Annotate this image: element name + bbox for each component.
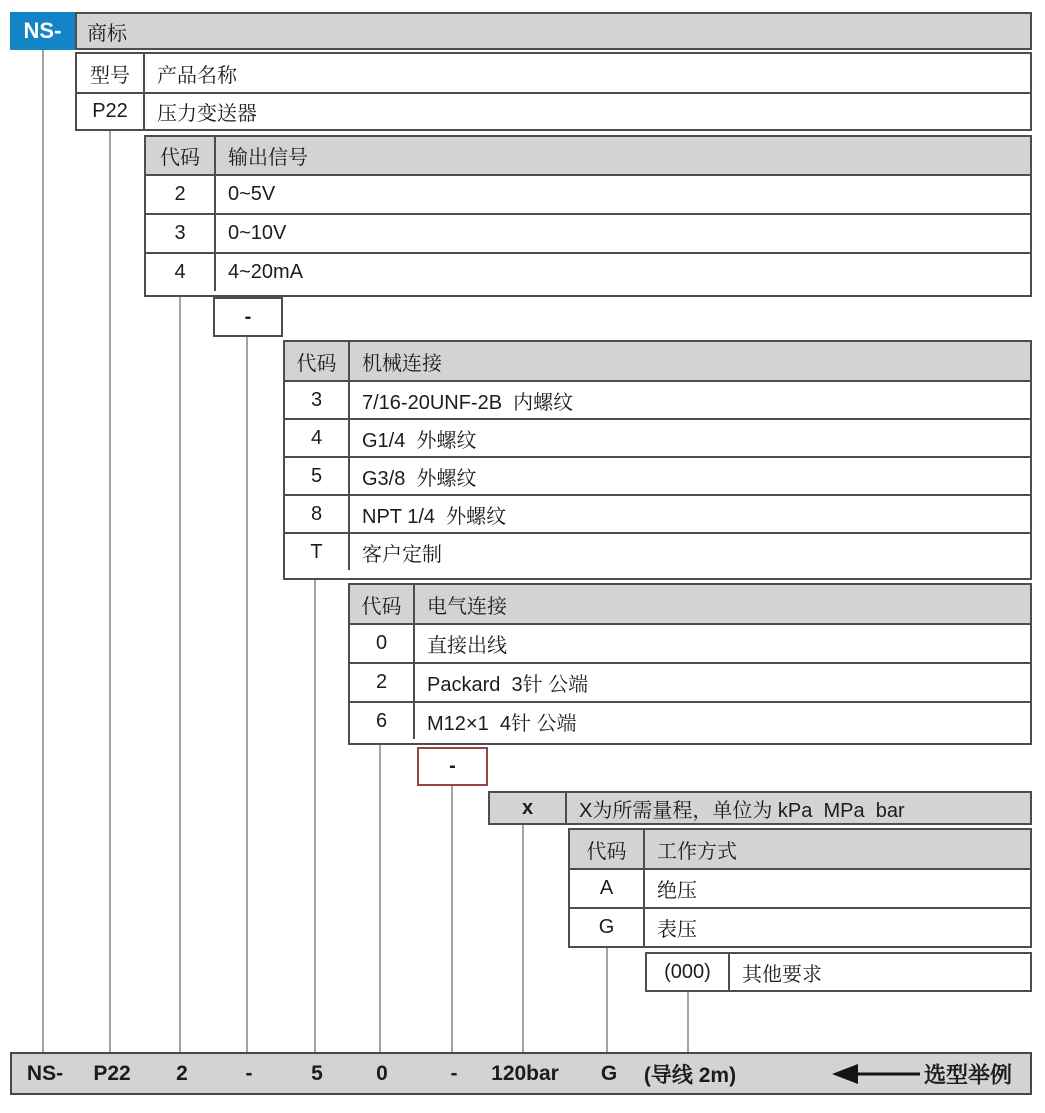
other-label: 其他要求: [742, 963, 822, 986]
range-description: X为所需量程，单位为 kPa MPa bar: [579, 799, 905, 822]
example-caption: 选型举例: [924, 1062, 1013, 1087]
example-item-range: 120bar: [491, 1061, 559, 1085]
option-label: 4~20mA: [228, 261, 304, 283]
code-header: 代码: [146, 137, 216, 174]
example-item-electrical: 0: [376, 1061, 388, 1085]
separator-dash: -: [449, 755, 456, 777]
code-value: A: [570, 870, 645, 907]
trademark-label: 商标: [87, 22, 127, 45]
option-label: M12×1 4针 公端: [427, 712, 577, 735]
product-name-col-header: 产品名称: [157, 64, 237, 87]
connector-line-dash1: [246, 337, 248, 1052]
other-code: (000): [647, 954, 730, 990]
example-item-brand: NS-: [26, 1061, 64, 1085]
code-value: T: [285, 534, 350, 570]
example-item-output: 2: [176, 1061, 188, 1085]
code-header: 代码: [350, 585, 415, 623]
connector-line-output: [179, 297, 181, 1052]
code-value: 8: [285, 496, 350, 532]
product-name: 压力变送器: [157, 103, 257, 125]
option-label: 直接出线: [427, 635, 507, 657]
example-item-dash2: -: [450, 1061, 458, 1085]
option-label: 客户定制: [362, 543, 442, 566]
option-label: Packard 3针 公端: [427, 674, 589, 696]
code-value: 3: [285, 382, 350, 418]
working-mode-table: [568, 828, 1032, 948]
table-row: [350, 701, 1030, 739]
connector-line-other: [687, 992, 689, 1052]
electrical-header: 电气连接: [427, 595, 507, 618]
code-value: 4: [285, 420, 350, 456]
table-row: [146, 252, 1030, 291]
table-row: [350, 662, 1030, 701]
electrical-connection-table: [348, 583, 1032, 745]
brand-code: NS-: [23, 18, 62, 43]
connector-line-electrical: [379, 745, 381, 1052]
ordering-example-bar: [10, 1052, 1032, 1095]
table-row: [350, 623, 1030, 662]
mechanical-header: 机械连接: [362, 352, 442, 375]
code-value: 4: [146, 254, 216, 291]
table-row: [146, 174, 1030, 213]
range-bar: [488, 791, 1032, 825]
table-row: [285, 532, 1030, 570]
connector-line-range: [522, 825, 524, 1052]
output-signal-header: 输出信号: [228, 147, 308, 169]
code-value: 5: [285, 458, 350, 494]
output-signal-table: [144, 135, 1032, 297]
model-code: P22: [77, 94, 145, 129]
table-row: [146, 213, 1030, 252]
option-label: G1/4 外螺纹: [362, 429, 477, 452]
option-label: 0~5V: [228, 183, 276, 205]
connector-line-workmode: [606, 948, 608, 1052]
model-col-header: 型号: [77, 54, 145, 92]
option-label: 绝压: [657, 880, 697, 902]
code-value: G: [570, 909, 645, 946]
connector-line-brand: [42, 50, 44, 1052]
example-item-dash1: -: [245, 1061, 253, 1085]
option-label: NPT 1/4 外螺纹: [362, 505, 507, 528]
table-row: [285, 456, 1030, 494]
example-item-mechanical: 5: [311, 1061, 323, 1085]
code-value: 6: [350, 703, 415, 739]
connector-line-model: [109, 131, 111, 1052]
table-row: [570, 907, 1030, 946]
separator-dash: -: [244, 305, 252, 328]
arrow-tail-line: [854, 1072, 920, 1075]
separator-cell-2: [417, 747, 488, 786]
table-row: [285, 494, 1030, 532]
table-row: [570, 868, 1030, 907]
option-label: 7/16-20UNF-2B 内螺纹: [362, 391, 574, 414]
brand-code-box: [10, 12, 75, 50]
table-row: [77, 92, 1030, 129]
working-mode-header: 工作方式: [657, 840, 737, 863]
connector-line-dash2: [451, 786, 453, 1052]
separator-cell-1: [213, 297, 283, 337]
code-header: 代码: [570, 830, 645, 868]
code-value: 0: [350, 625, 415, 662]
mechanical-connection-table: [283, 340, 1032, 580]
example-item-mode: G: [600, 1061, 618, 1085]
code-value: 2: [146, 176, 216, 213]
option-label: 表压: [657, 919, 697, 941]
code-header: 代码: [285, 342, 350, 380]
option-label: 0~10V: [228, 222, 287, 244]
table-row: [285, 418, 1030, 456]
option-label: G3/8 外螺纹: [362, 467, 477, 490]
other-requirements-row: [645, 952, 1032, 992]
range-code: x: [490, 793, 567, 823]
table-row: [285, 380, 1030, 418]
trademark-bar: [75, 12, 1032, 50]
model-table: [75, 52, 1032, 131]
example-item-other: (导线 2m): [643, 1063, 737, 1087]
connector-line-mechanical: [314, 580, 316, 1052]
example-item-model: P22: [93, 1061, 131, 1085]
code-value: 3: [146, 215, 216, 252]
code-value: 2: [350, 664, 415, 701]
